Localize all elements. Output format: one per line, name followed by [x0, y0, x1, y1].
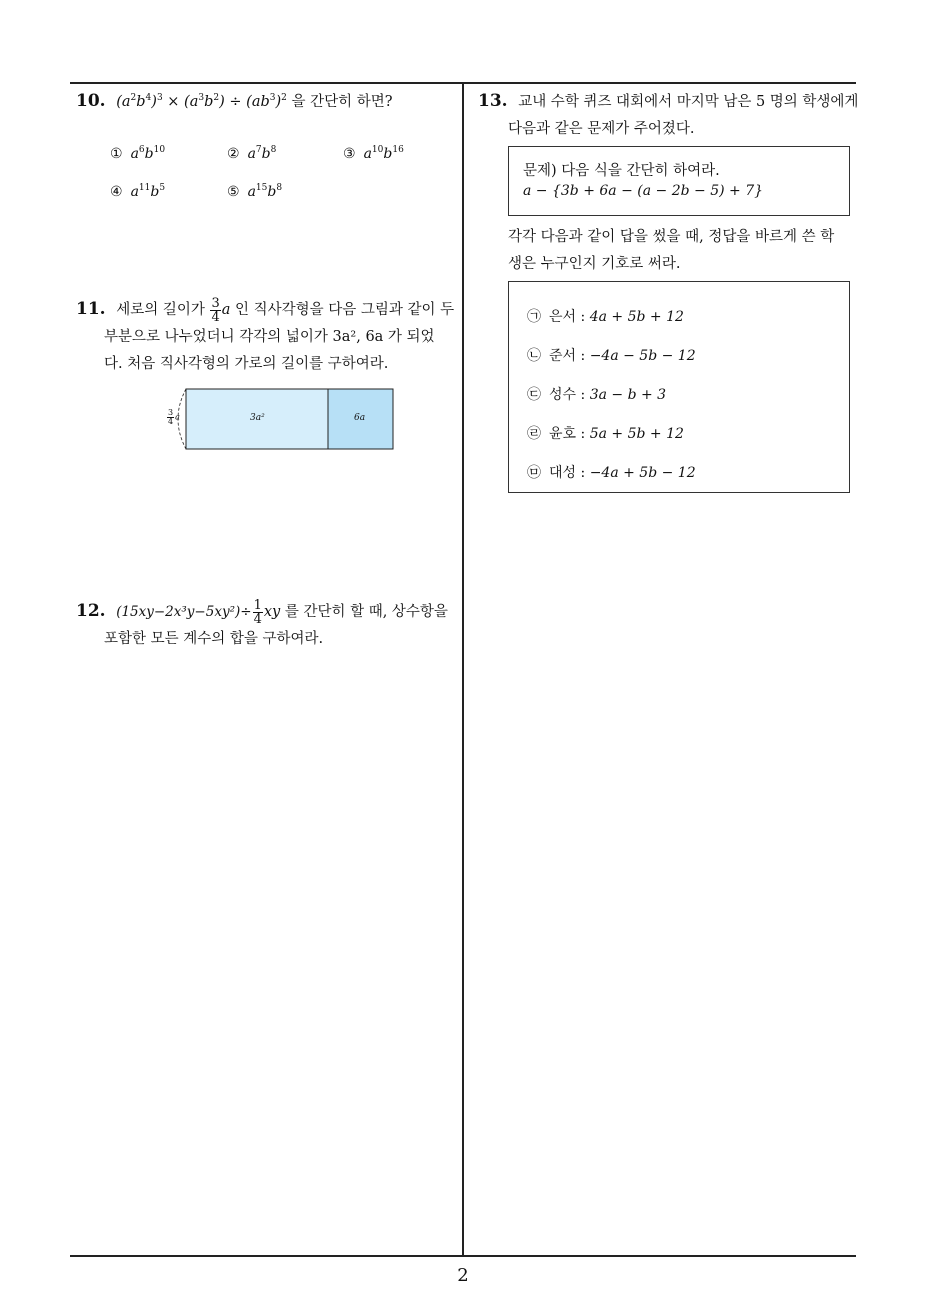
- answer-expression: −4a − 5b − 12: [589, 348, 696, 364]
- q11-text-b: 인 직사각형을 다음 그림과 같이 두: [235, 302, 455, 318]
- student-name: 윤호: [549, 426, 577, 442]
- choice-4[interactable]: [110, 184, 165, 200]
- choice-1[interactable]: [110, 146, 165, 162]
- question-number: 12.: [76, 601, 106, 621]
- choice-2[interactable]: [227, 146, 276, 162]
- question-12: [76, 598, 448, 653]
- choice-expression: $a^7b^8$: [247, 145, 277, 162]
- student-name: 대성: [549, 465, 577, 481]
- problem-box: [508, 146, 850, 216]
- q10-expression: $(a^2b^4)^3 \times (a^3b^2) \div (ab^3)^2$: [116, 93, 287, 110]
- q13-line3: 각각 다음과 같이 답을 썼을 때, 정답을 바르게 쓴 학: [508, 229, 835, 245]
- bottom-rule: [70, 1255, 856, 1257]
- student-name: 성수: [549, 387, 577, 403]
- choice-expression: $a^{11}b^5$: [130, 183, 166, 200]
- question-11: [76, 296, 454, 378]
- answer-colon: :: [576, 426, 590, 442]
- answer-option: [527, 462, 696, 482]
- choice-mark: ①: [110, 146, 123, 162]
- column-divider: [462, 83, 464, 1256]
- answer-mark: ㉤: [527, 465, 541, 481]
- q12-fraction: $\frac{1}{4}$: [253, 597, 262, 627]
- student-name: 은서: [549, 309, 577, 325]
- q12-expr-tail: xy: [263, 604, 281, 620]
- answer-mark: ㉣: [527, 426, 541, 442]
- q13-line1: 교내 수학 퀴즈 대회에서 마지막 남은 5 명의 학생에게: [518, 94, 859, 110]
- page-number: 2: [457, 1265, 469, 1286]
- answer-colon: :: [576, 309, 590, 325]
- right-area-label: 6a: [354, 413, 366, 423]
- choice-mark: ③: [343, 146, 356, 162]
- answer-option: [527, 423, 684, 443]
- q11-line2: 부분으로 나누었더니 각각의 넓이가 3a², 6a 가 되었: [104, 329, 435, 345]
- q13-instruction: [508, 224, 834, 278]
- choice-expression: $a^{15}b^8$: [247, 183, 283, 200]
- answer-colon: :: [576, 465, 590, 481]
- choice-mark: ⑤: [227, 184, 240, 200]
- choice-mark: ④: [110, 184, 123, 200]
- answer-mark: ㉠: [527, 309, 541, 325]
- q13-line4: 생은 누구인지 기호로 써라.: [508, 256, 681, 272]
- answer-colon: :: [576, 348, 590, 364]
- q11-text-a: 세로의 길이가: [116, 302, 205, 318]
- q10-text: 을 간단히 하면?: [291, 94, 393, 110]
- q12-line2: 포함한 모든 계수의 합을 구하여라.: [104, 631, 324, 647]
- question-number: 13.: [478, 91, 508, 111]
- choice-expression: $a^6b^{10}$: [130, 145, 166, 162]
- choice-mark: ②: [227, 146, 240, 162]
- problem-expression: a − {3b + 6a − (a − 2b − 5) + 7}: [523, 183, 764, 199]
- choice-3[interactable]: [343, 146, 404, 162]
- answer-expression: 5a + 5b + 12: [589, 426, 684, 442]
- answer-option: [527, 306, 684, 326]
- answer-expression: −4a + 5b − 12: [589, 465, 696, 481]
- q11-line3: 다. 처음 직사각형의 가로의 길이를 구하여라.: [104, 356, 389, 372]
- height-label: $\frac{3}{4}$ a: [168, 408, 180, 426]
- q12-expression: (15xy−2x³y−5xy²)÷: [116, 604, 252, 620]
- answer-mark: ㉢: [527, 387, 541, 403]
- q11-figure: [160, 385, 400, 455]
- q11-frac-var: a: [221, 302, 231, 318]
- choice-5[interactable]: [227, 184, 282, 200]
- answer-expression: 4a + 5b + 12: [589, 309, 684, 325]
- question-10: [76, 88, 393, 116]
- question-number: 11.: [76, 299, 106, 319]
- answer-option: [527, 384, 666, 404]
- answer-expression: 3a − b + 3: [589, 387, 667, 403]
- q12-text: 를 간단히 할 때, 상수항을: [284, 604, 448, 620]
- answer-mark: ㉡: [527, 348, 541, 364]
- answer-option: [527, 345, 696, 365]
- q13-line2: 다음과 같은 문제가 주어졌다.: [508, 121, 695, 137]
- left-area-label: 3a²: [250, 413, 265, 423]
- question-13: [478, 88, 858, 143]
- problem-title: 문제) 다음 식을 간단히 하여라.: [523, 163, 720, 179]
- choice-expression: $a^{10}b^{16}$: [363, 145, 404, 162]
- answers-box: [508, 281, 850, 493]
- question-number: 10.: [76, 91, 106, 111]
- q11-fraction: $\frac{3}{4}$: [211, 295, 220, 325]
- student-name: 준서: [549, 348, 577, 364]
- answer-colon: :: [576, 387, 590, 403]
